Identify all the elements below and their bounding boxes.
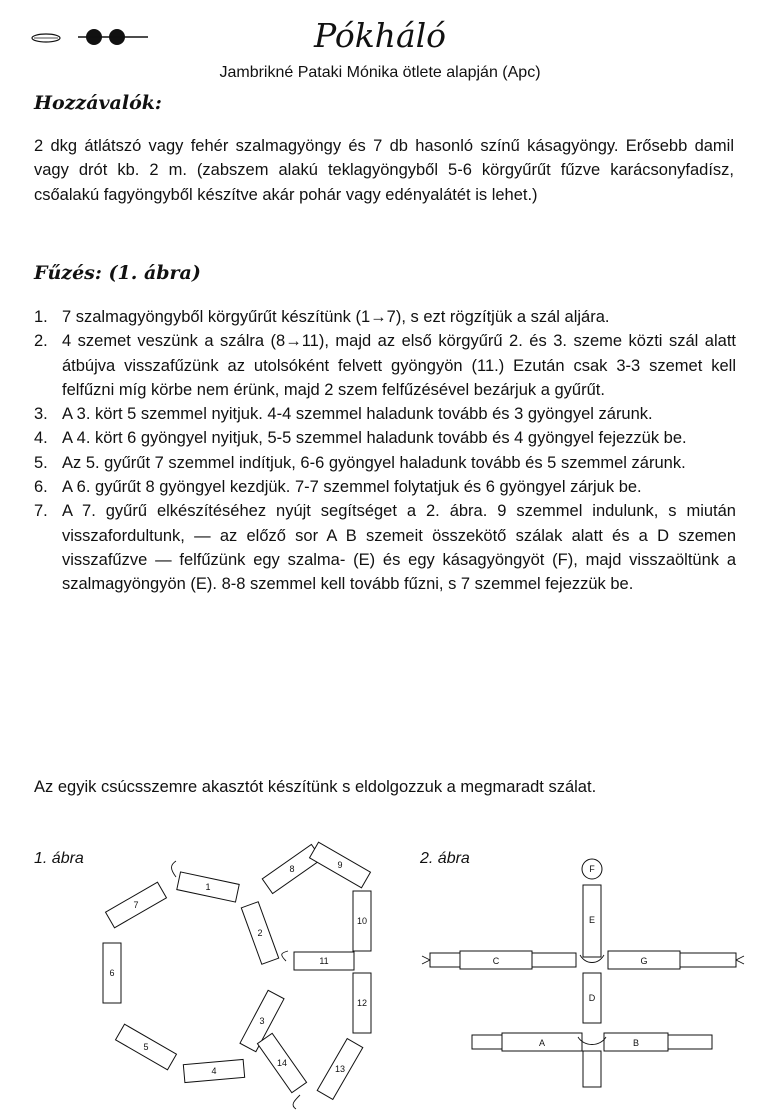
figure1-label: 1. ábra: [34, 850, 84, 867]
bead-label: 10: [356, 916, 368, 926]
bead-label: 14: [276, 1058, 288, 1068]
bead-label: 11: [319, 956, 329, 966]
step-item: 2. 4 szemet veszünk a szálra (8→11), majd az első körgyűrű 2. és 3. szeme közti szál alatt átbújva visszafűzünk az utolsóként felvett gyöngyön (11.) Ezután csak 3-3 szemet kell felfűzni míg körbe nem érünk, majd 2 szem felfűzésével bezárjuk a gyűrűt.: [34, 332, 736, 399]
step-item: 6. A 6. gyűrűt 8 gyöngyel kezdjük. 7-7 szemmel folytatjuk és 6 gyöngyel zárjuk be.: [34, 478, 642, 497]
bead-label: B: [632, 1038, 640, 1048]
bead-label: 9: [337, 860, 343, 870]
bead-label: G: [640, 956, 648, 966]
step-item: 3. A 3. kört 5 szemmel nyitjuk. 4-4 szemmel haladunk tovább és 3 gyöngyel zárunk.: [34, 405, 653, 424]
step-item: 7. A 7. gyűrű elkészítéséhez nyújt segítséget a 2. ábra. 9 szemmel indulunk, s miután visszafordultunk, — az előző sor A B szemeit összekötő szálak alatt és a D szemen visszafűzve — felfűzünk egy szalma- (E) és egy kásagyöngyöt (F), majd visszaöltünk a szalmagyöngyön (E). 8-8 szemmel kell tovább fűzni, s 7 szemmel fejezzük be.: [34, 502, 736, 594]
closing-text: Az egyik csúcsszemre akasztót készítünk s eldolgozzuk a megmaradt szálat.: [34, 778, 597, 796]
figure2-label: 2. ábra: [420, 850, 470, 867]
page-subtitle: Jambrikné Pataki Mónika ötlete alapján (Apc): [219, 64, 541, 81]
bead-label: 4: [211, 1066, 217, 1076]
ingredients-heading: Hozzávalók:: [34, 92, 162, 114]
bead-label: C: [492, 956, 500, 966]
bead-label: A: [538, 1038, 546, 1048]
bead-label: 3: [259, 1016, 265, 1026]
ingredients-text: 2 dkg átlátszó vagy fehér szalmagyöngy és 7 db hasonló színű kásagyöngy. Erősebb damil vagy drót kb. 2 m. (zabszem alakú teklagyöngyből 5-6 körgyűrűt fűzve karácsonyfadísz, csőalakú fagyöngyből készítve akár pohár vagy edényalátét is lehet.): [34, 137, 734, 204]
step-item: 5. Az 5. gyűrűt 7 szemmel indítjuk, 6-6 gyöngyel haladunk tovább és 5 szemmel zárunk.: [34, 453, 686, 472]
bead-label: 5: [143, 1042, 149, 1052]
page-title: Pókháló: [313, 16, 447, 55]
bead-label: 8: [289, 864, 295, 874]
bead-label: 13: [334, 1064, 346, 1074]
bead-label: D: [588, 993, 596, 1003]
bead-label: 2: [257, 928, 263, 938]
bead-label: F: [589, 864, 595, 874]
bead-label: 7: [133, 900, 139, 910]
bead-label: 6: [109, 968, 115, 978]
step-item: 4. A 4. kört 6 gyöngyel nyitjuk, 5-5 szemmel haladunk tovább és 4 gyöngyel fejezzük be.: [34, 429, 687, 448]
step-item: 1. 7 szalmagyöngyből körgyűrűt készítünk (1→7), s ezt rögzítjük a szál aljára.: [34, 308, 610, 326]
bead-label: E: [588, 915, 596, 925]
figure2-diagram: [420, 855, 750, 1095]
method-heading: Fűzés: (1. ábra): [34, 262, 201, 284]
bead-label: 12: [356, 998, 368, 1008]
bead-label: 1: [205, 882, 211, 892]
figure1-diagram: [90, 825, 390, 1115]
steps-list: [34, 305, 736, 597]
